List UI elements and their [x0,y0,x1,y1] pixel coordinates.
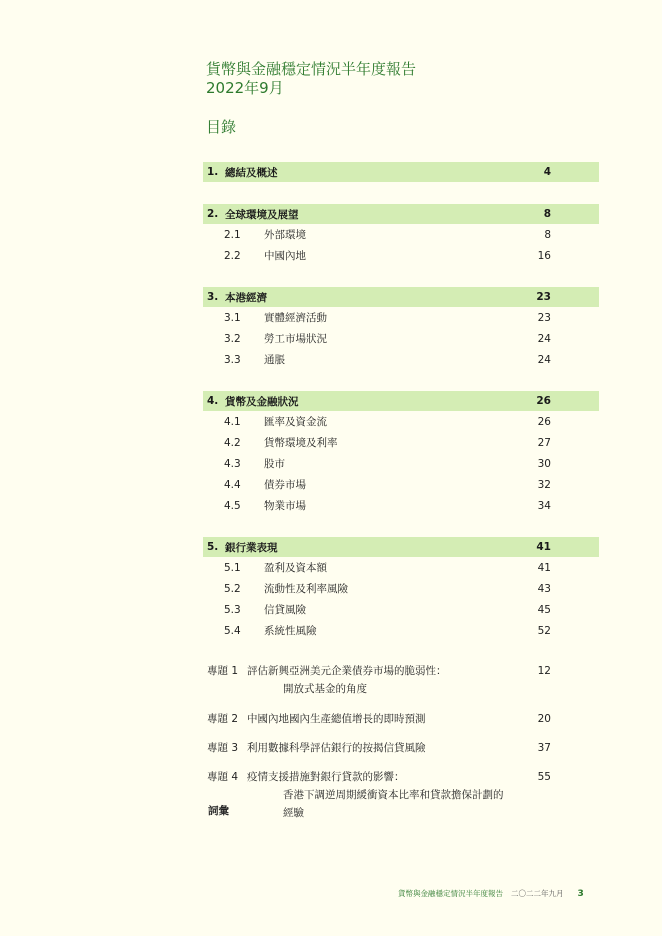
toc-section-4[interactable] [203,391,599,411]
subsection-number: 2.2 [224,249,241,262]
subsection-page: 24 [537,332,551,345]
subsection-number: 4.5 [224,499,241,512]
section-number: 3. [207,291,219,303]
subsection-number: 5.3 [224,603,241,616]
feature-title-line2: 香港下調逆周期緩衝資本比率和貸款擔保計劃的經驗 [283,789,504,819]
toc-subsection[interactable] [203,328,599,349]
section-page: 26 [536,395,551,407]
toc-section-3[interactable] [203,287,599,307]
feature-title [247,739,511,757]
subsection-page: 52 [537,624,551,637]
section-label: 銀行業表現 [225,541,278,554]
section-label: 總結及概述 [225,166,278,179]
section-label: 本港經濟 [225,291,267,304]
feature-tag: 專題 1 [207,665,239,677]
subsection-number: 4.4 [224,478,241,491]
section-spacer [203,370,599,391]
section-spacer [203,641,599,662]
section-spacer [203,266,599,287]
subsection-page: 16 [537,249,551,262]
subsection-page: 27 [537,436,551,449]
feature-title-line1: 中國內地國內生產總值增長的即時預測 [247,713,426,725]
report-title: 貨幣與金融穩定情況半年度報告 [206,60,417,78]
toc-heading: 目錄 [206,118,237,136]
subsection-page: 30 [537,457,551,470]
toc-feature-1[interactable] [203,662,599,698]
toc-subsection[interactable] [203,620,599,641]
subsection-page: 41 [537,561,551,574]
toc-subsection[interactable] [203,245,599,266]
footer-title: 貨幣與金融穩定情況半年度報告 [398,889,503,898]
subsection-label: 盈利及資本額 [264,562,327,574]
subsection-label: 信貸風險 [264,604,306,616]
subsection-label: 外部環境 [264,229,306,241]
toc-subsection[interactable] [203,349,599,370]
report-date: 2022年9月 [206,79,284,97]
subsection-number: 4.3 [224,457,241,470]
section-number: 2. [207,208,219,220]
toc-subsection[interactable] [203,578,599,599]
toc-subsection[interactable] [203,224,599,245]
toc-subsection[interactable] [203,557,599,578]
feature-title-line1: 評估新興亞洲美元企業債券市場的脆弱性： [247,665,447,677]
subsection-label: 股市 [264,458,285,470]
section-page: 8 [543,208,551,220]
subsection-page: 34 [537,499,551,512]
subsection-page: 43 [537,582,551,595]
toc-feature-4[interactable] [203,768,599,822]
toc-subsection[interactable] [203,495,599,516]
subsection-label: 通脹 [264,354,285,366]
glossary-entry[interactable]: 詞彙 [208,805,229,817]
subsection-number: 3.1 [224,311,241,324]
subsection-page: 24 [537,353,551,366]
subsection-label: 中國內地 [264,250,306,262]
table-of-contents [203,162,599,834]
subsection-label: 系統性風險 [264,625,317,637]
toc-feature-3[interactable] [203,739,599,757]
section-number: 5. [207,541,219,553]
subsection-label: 流動性及利率風險 [264,583,348,595]
toc-subsection[interactable] [203,474,599,495]
toc-subsection[interactable] [203,307,599,328]
subsection-number: 3.2 [224,332,241,345]
subsection-page: 45 [537,603,551,616]
feature-tag: 專題 4 [207,771,239,783]
feature-page: 55 [537,771,551,783]
subsection-label: 物業市場 [264,500,306,512]
feature-title-line2: 開放式基金的角度 [283,683,367,695]
section-page: 41 [536,541,551,553]
footer-date: 二〇二二年九月 [511,889,564,898]
section-number: 1. [207,166,219,178]
subsection-number: 2.1 [224,228,241,241]
section-page: 4 [543,166,551,178]
feature-tag: 專題 2 [207,713,239,725]
subsection-number: 4.2 [224,436,241,449]
feature-page: 12 [537,665,551,677]
toc-feature-2[interactable] [203,710,599,728]
section-spacer [203,182,599,204]
subsection-label: 實體經濟活動 [264,312,327,324]
feature-title [247,710,511,728]
page-number: 3 [577,888,584,899]
feature-page: 37 [537,742,551,754]
toc-section-2[interactable] [203,204,599,224]
toc-section-5[interactable] [203,537,599,557]
subsection-number: 5.4 [224,624,241,637]
section-spacer [203,516,599,537]
feature-tag: 專題 3 [207,742,239,754]
subsection-label: 債券市場 [264,479,306,491]
subsection-number: 5.2 [224,582,241,595]
toc-section-1[interactable] [203,162,599,182]
subsection-page: 8 [544,228,551,241]
feature-title [247,662,511,698]
feature-title [247,768,511,822]
toc-subsection[interactable] [203,453,599,474]
section-number: 4. [207,395,219,407]
subsection-label: 貨幣環境及利率 [264,437,338,449]
section-page: 23 [536,291,551,303]
toc-subsection[interactable] [203,599,599,620]
subsection-label: 勞工市場狀況 [264,333,327,345]
feature-title-line1: 利用數據科學評估銀行的按揭信貸風險 [247,742,426,754]
section-label: 全球環境及展望 [225,208,299,221]
toc-subsection[interactable] [203,432,599,453]
subsection-number: 4.1 [224,415,241,428]
subsection-number: 5.1 [224,561,241,574]
toc-subsection[interactable] [203,411,599,432]
section-label: 貨幣及金融狀況 [225,395,299,408]
subsection-number: 3.3 [224,353,241,366]
feature-title-line1: 疫情支援措施對銀行貸款的影響： [247,771,405,783]
subsection-page: 26 [537,415,551,428]
page-footer [398,888,584,899]
subsection-page: 32 [537,478,551,491]
subsection-label: 匯率及資金流 [264,416,327,428]
subsection-page: 23 [537,311,551,324]
feature-page: 20 [537,713,551,725]
